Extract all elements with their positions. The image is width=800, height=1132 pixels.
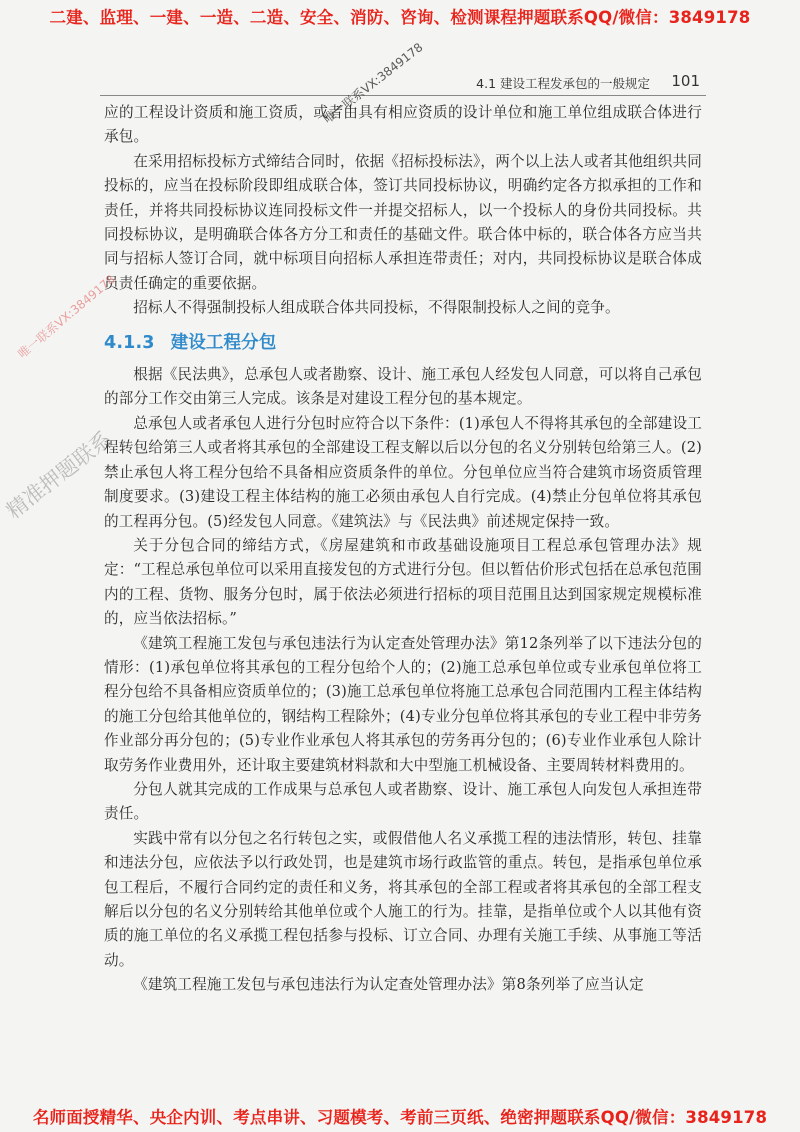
paragraph-5: 总承包人或者承包人进行分包时应符合以下条件：(1)承包人不得将其承包的全部建设工程转包给第三人或者将其承包的全部建设工程支解以后以分包的名义分别转包给第三人。(2)禁止承包人将工程分包给不具备相应资质条件的单位。分包单位应当符合建筑市场资质管理制度要求。(3)建设工程主体结构的施工必须由承包人自行完成。(4)禁止分包单位将其承包的工程再分包。(5)经发包人同意。《建筑法》与《民法典》前述规定保持一致。 — [104, 414, 702, 530]
page-body — [104, 101, 702, 998]
header-rule — [100, 95, 706, 96]
paragraph-10: 《建筑工程施工发包与承包违法行为认定查处管理办法》第8条列举了应当认定 — [133, 976, 644, 994]
running-header — [100, 71, 700, 93]
section-heading — [104, 331, 702, 355]
paragraph-9: 实践中常有以分包之名行转包之实，或假借他人名义承揽工程的违法情形，转包、挂靠和违法分包，应依法予以行政处罚，也是建筑市场行政监管的重点。转包，是指承包单位承包工程后，不履行合同约定的责任和义务，将其承包的全部工程或者将其承包的全部工程支解后以分包的名义分别转给其他单位或个人施工的行为。挂靠，是指单位或个人以其他有资质的施工单位的名义承揽工程包括参与投标、订立合同、办理有关施工手续、从事施工等活动。 — [104, 829, 702, 969]
section-number: 4.1.3 — [104, 332, 155, 353]
paragraph-2: 在采用招标投标方式缔结合同时，依据《招标投标法》，两个以上法人或者其他组织共同投标的，应当在投标阶段即组成联合体，签订共同投标协议，明确约定各方拟承担的工作和责任，并将共同投标协议连同投标文件一并提交招标人，以一个投标人的身份共同投标。共同投标协议，是明确联合体各方分工和责任的基础文件。联合体中标的，联合体各方应当共同与招标人签订合同，就中标项目向招标人承担连带责任；对内，共同投标协议是联合体成员责任确定的重要依据。 — [104, 152, 702, 292]
paragraph-6: 关于分包合同的缔结方式，《房屋建筑和市政基础设施项目工程总承包管理办法》规定：“工程总承包单位可以采用直接发包的方式进行分包。但以暂估价形式包括在总承包范围内的工程、货物、服务分包时，属于依法必须进行招标的项目范围且达到国家规定规模标准的，应当依法招标。” — [104, 536, 702, 628]
running-header-title: 4.1 建设工程发承包的一般规定 — [476, 76, 650, 91]
page-number: 101 — [671, 72, 700, 90]
top-promo-banner: 二建、监理、一建、一造、二造、安全、消防、咨询、检测课程押题联系QQ/微信：3849178 — [49, 8, 751, 27]
paragraph-7: 《建筑工程施工发包与承包违法行为认定查处管理办法》第12条列举了以下违法分包的情形：(1)承包单位将其承包的工程分包给个人的；(2)施工总承包单位或专业承包单位将工程分包给不具备相应资质单位的；(3)施工总承包单位将施工总承包合同范围内工程主体结构的施工分包给其他单位的，钢结构工程除外；(4)专业分包单位将其承包的专业工程中非劳务作业部分再分包的；(5)专业作业承包人将其承包的劳务再分包的；(6)专业作业承包人除计取劳务作业费用外，还计取主要建筑材料款和大中型施工机械设备、主要周转材料费用的。 — [104, 634, 702, 774]
watermark-side: 唯一联系VX:3849178 — [15, 272, 118, 362]
paragraph-1: 应的工程设计资质和施工资质，或者由具有相应资质的设计单位和施工单位组成联合体进行承包。 — [104, 104, 702, 146]
watermark-stamp: 唯一联系VX:3849178 — [320, 40, 426, 127]
section-title: 建设工程分包 — [170, 332, 277, 353]
paragraph-3: 招标人不得强制投标人组成联合体共同投标，不得限制投标人之间的竞争。 — [133, 299, 620, 317]
watermark-large: 精准押题联系 — [1, 426, 117, 524]
paragraph-8: 分包人就其完成的工作成果与总承包人或者勘察、设计、施工承包人向发包人承担连带责任。 — [104, 780, 702, 823]
paragraph-4: 根据《民法典》，总承包人或者勘察、设计、施工承包人经发包人同意，可以将自己承包的部分工作交由第三人完成。该条是对建设工程分包的基本规定。 — [104, 366, 702, 408]
bottom-promo-banner: 名师面授精华、央企内训、考点串讲、习题模考、考前三页纸、绝密押题联系QQ/微信：3849178 — [32, 1108, 768, 1127]
